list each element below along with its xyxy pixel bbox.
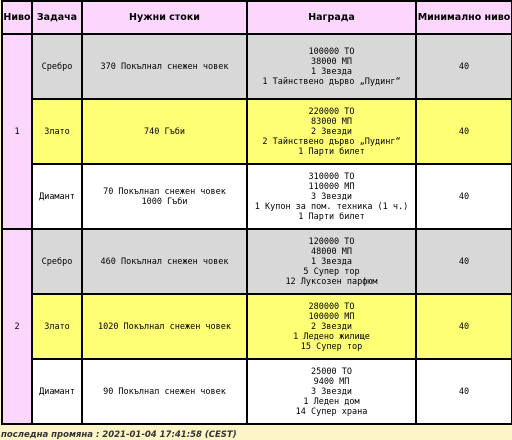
task-cell: Злато xyxy=(32,294,82,359)
table-body xyxy=(2,34,512,424)
reward-line: 3 Звезди xyxy=(311,191,352,202)
reward-cell xyxy=(247,294,416,359)
reward-line: 100000 ТО xyxy=(308,46,355,57)
min-level-cell: 40 xyxy=(416,359,512,424)
items-cell xyxy=(82,99,247,164)
min-level-cell: 40 xyxy=(416,229,512,294)
level-cell: 2 xyxy=(2,229,32,424)
task-cell: Злато xyxy=(32,99,82,164)
reward-line: 2 Звезди xyxy=(311,321,352,332)
reward-line: 100000 МП xyxy=(308,311,355,322)
table-row xyxy=(2,164,512,229)
items-cell xyxy=(82,164,247,229)
reward-line: 1 Купон за пом. техника (1 ч.) xyxy=(254,201,409,212)
reward-cell xyxy=(247,34,416,99)
item-line: 740 Гъби xyxy=(144,126,185,137)
header-items: Нужни стоки xyxy=(82,1,247,34)
reward-line: 110000 МП xyxy=(308,181,355,192)
reward-line: 220000 ТО xyxy=(308,106,355,117)
items-cell xyxy=(82,34,247,99)
table-row xyxy=(2,229,512,294)
reward-line: 3 Звезди xyxy=(311,386,352,397)
item-line: 70 Покълнал снежен човек xyxy=(103,186,226,197)
reward-line: 2 Звезди xyxy=(311,126,352,137)
item-line: 1000 Гъби xyxy=(141,196,188,207)
item-line: 460 Покълнал снежен човек xyxy=(100,256,229,267)
reward-line: 120000 ТО xyxy=(308,236,355,247)
reward-line: 1 Парти билет xyxy=(298,146,365,157)
task-cell: Сребро xyxy=(32,229,82,294)
level-cell: 1 xyxy=(2,34,32,229)
reward-line: 14 Супер храна xyxy=(295,406,368,417)
items-cell xyxy=(82,294,247,359)
reward-cell xyxy=(247,359,416,424)
table-row xyxy=(2,359,512,424)
last-modified: последна промяна : 2021-01-04 17:41:58 (CEST) xyxy=(1,430,237,440)
item-line: 90 Покълнал снежен човек xyxy=(103,386,226,397)
task-cell: Сребро xyxy=(32,34,82,99)
reward-cell xyxy=(247,99,416,164)
item-line: 370 Покълнал снежен човек xyxy=(100,61,229,72)
reward-line: 12 Луксозен парфюм xyxy=(285,276,378,287)
reward-line: 280000 ТО xyxy=(308,301,355,312)
reward-line: 310000 ТО xyxy=(308,171,355,182)
header-level: Ниво xyxy=(2,1,32,34)
table-row xyxy=(2,294,512,359)
reward-line: 1 Ледено жилище xyxy=(293,331,370,342)
reward-line: 83000 МП xyxy=(311,116,352,127)
reward-line: 1 Леден дом xyxy=(303,396,360,407)
min-level-cell: 40 xyxy=(416,294,512,359)
quest-table xyxy=(1,0,512,425)
table-row xyxy=(2,99,512,164)
min-level-cell: 40 xyxy=(416,164,512,229)
task-cell: Диамант xyxy=(32,359,82,424)
reward-line: 15 Супер тор xyxy=(300,341,363,352)
reward-cell xyxy=(247,229,416,294)
items-cell xyxy=(82,229,247,294)
min-level-cell: 40 xyxy=(416,99,512,164)
reward-line: 48000 МП xyxy=(311,246,352,257)
items-cell xyxy=(82,359,247,424)
reward-line: 2 Тайнствено дърво „Пудинг“ xyxy=(262,136,401,147)
reward-line: 1 Парти билет xyxy=(298,211,365,222)
reward-line: 1 Тайнствено дърво „Пудинг“ xyxy=(262,76,401,87)
header-task: Задача xyxy=(32,1,82,34)
reward-line: 5 Супер тор xyxy=(303,266,360,277)
header-min-level: Минимално ниво xyxy=(416,1,512,34)
reward-line: 1 Звезда xyxy=(311,256,352,267)
header-reward: Награда xyxy=(247,1,416,34)
reward-line: 38000 МП xyxy=(311,56,352,67)
reward-line: 1 Звезда xyxy=(311,66,352,77)
item-line: 1020 Покълнал снежен човек xyxy=(97,321,232,332)
reward-line: 25000 ТО xyxy=(311,366,352,377)
task-cell: Диамант xyxy=(32,164,82,229)
reward-cell xyxy=(247,164,416,229)
table-row xyxy=(2,34,512,99)
min-level-cell: 40 xyxy=(416,34,512,99)
reward-line: 9400 МП xyxy=(313,376,350,387)
